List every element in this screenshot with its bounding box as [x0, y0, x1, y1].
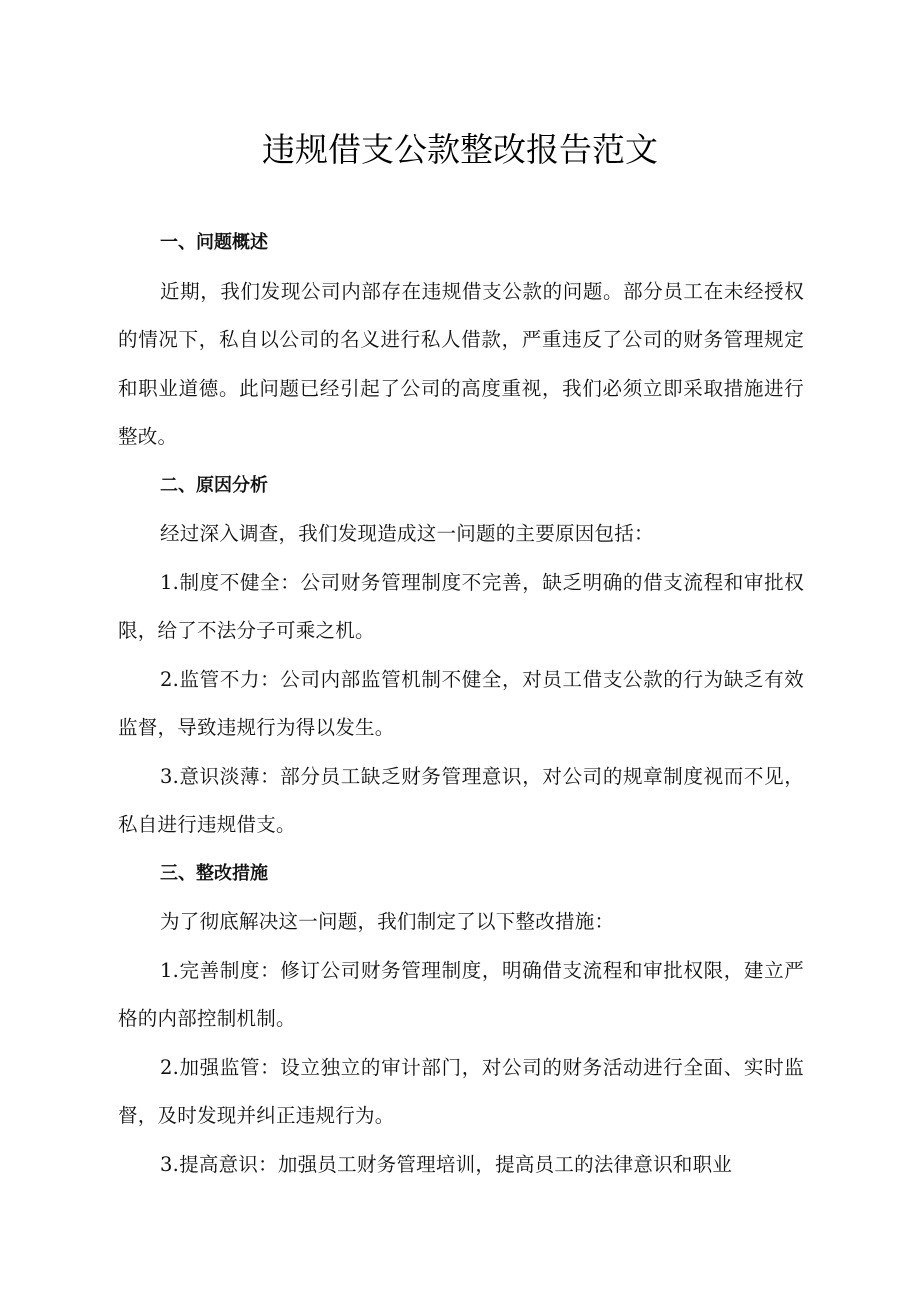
- paragraph-measure-1: 1.完善制度：修订公司财务管理制度，明确借支流程和审批权限，建立严格的内部控制机制。: [118, 958, 804, 1030]
- paragraph-cause-3: 3.意识淡薄：部分员工缺乏财务管理意识，对公司的规章制度视而不见，私自进行违规借支。: [118, 764, 804, 836]
- paragraph-measure-2: 2.加强监管：设立独立的审计部门，对公司的财务活动进行全面、实时监督，及时发现并纠正违规行为。: [118, 1055, 804, 1127]
- document-title: 违规借支公款整改报告范文: [262, 130, 658, 169]
- paragraph-measure-3: 3.提高意识：加强员工财务管理培训，提高员工的法律意识和职业: [160, 1152, 733, 1176]
- section-heading-cause-analysis: 二、原因分析: [160, 474, 268, 496]
- section-heading-rectification-measures: 三、整改措施: [160, 862, 268, 884]
- paragraph-cause-1: 1.制度不健全：公司财务管理制度不完善，缺乏明确的借支流程和审批权限，给了不法分子可乘之机。: [118, 570, 804, 642]
- paragraph-cause-2: 2.监管不力：公司内部监管机制不健全，对员工借支公款的行为缺乏有效监督，导致违规行为得以发生。: [118, 667, 804, 739]
- section-heading-problem-overview: 一、问题概述: [160, 232, 268, 253]
- paragraph-measures-intro: 为了彻底解决这一问题，我们制定了以下整改措施：: [160, 910, 615, 933]
- paragraph-problem-description: 近期，我们发现公司内部存在违规借支公款的问题。部分员工在未经授权的情况下，私自以公司的名义进行私人借款，严重违反了公司的财务管理规定和职业道德。此问题已经引起了公司的高度重视，我们必须立即采取措施进行整改。: [118, 279, 804, 448]
- paragraph-cause-intro: 经过深入调查，我们发现造成这一问题的主要原因包括：: [160, 522, 654, 545]
- document-body: [118, 219, 804, 1189]
